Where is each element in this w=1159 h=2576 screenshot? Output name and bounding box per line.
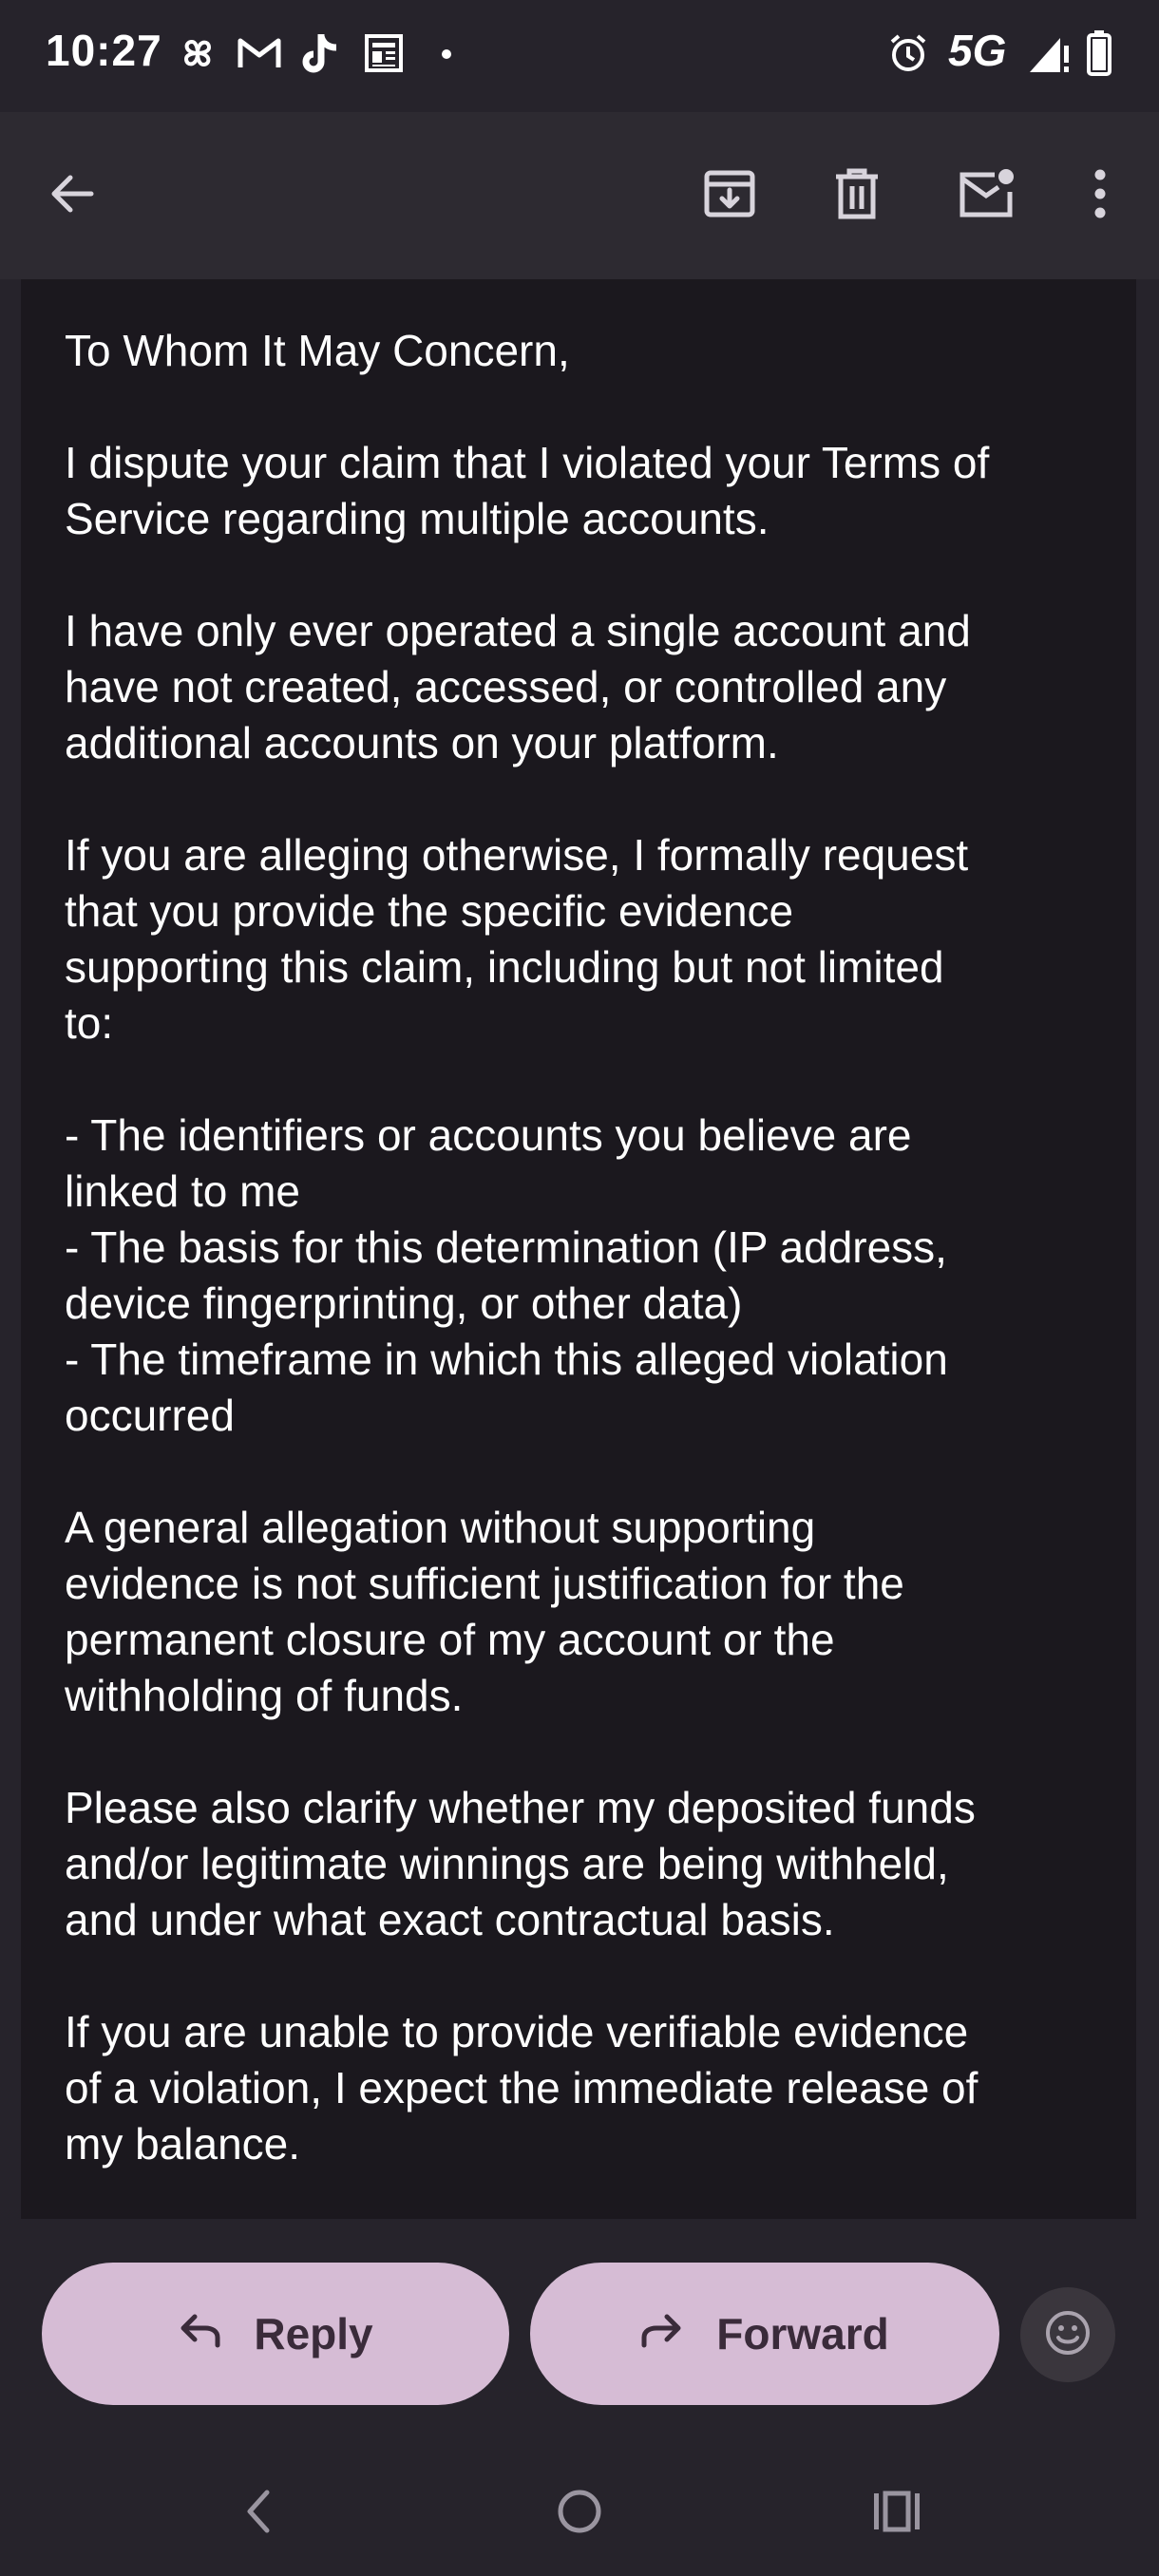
- gmail-icon: [238, 36, 281, 75]
- email-text-line: withholding of funds.: [65, 1671, 464, 1720]
- delete-icon: [832, 167, 882, 225]
- email-text-line: If you are unable to provide verifiable evidence: [65, 2007, 969, 2056]
- pinwheel-icon: [177, 32, 218, 79]
- smiley-icon: [1044, 2309, 1092, 2361]
- email-body: [21, 279, 1136, 2172]
- email-text-line: - The timeframe in which this alleged violation: [65, 1335, 948, 1384]
- mark-unread-button[interactable]: [939, 148, 1034, 243]
- forward-icon: [640, 2313, 684, 2356]
- email-text-line: Please also clarify whether my deposited funds: [65, 1783, 976, 1832]
- email-body-card: [21, 279, 1136, 2219]
- email-paragraph: [65, 603, 1092, 771]
- email-text-line: - The basis for this determination (IP address,: [65, 1222, 947, 1272]
- email-text-line: have not created, accessed, or controlled any: [65, 662, 947, 711]
- email-text-line: To Whom It May Concern,: [65, 326, 570, 375]
- more-options-button[interactable]: [1053, 148, 1148, 243]
- email-text-line: A general allegation without supporting: [65, 1503, 816, 1552]
- battery-icon: [1087, 30, 1112, 81]
- email-paragraph: [65, 1108, 1092, 1444]
- email-text-line: additional accounts on your platform.: [65, 718, 779, 767]
- email-paragraph: [65, 323, 1092, 379]
- email-text-line: that you provide the specific evidence: [65, 886, 794, 936]
- email-text-line: permanent closure of my account or the: [65, 1615, 835, 1664]
- email-paragraph: [65, 1500, 1092, 1724]
- email-text-line: supporting this claim, including but not limited: [65, 942, 944, 992]
- back-arrow-icon: [48, 169, 97, 223]
- nav-back-icon: [244, 2489, 273, 2539]
- reply-label: Reply: [254, 2309, 373, 2358]
- archive-button[interactable]: [682, 148, 777, 243]
- email-paragraph: [65, 1780, 1092, 1948]
- reply-button[interactable]: [42, 2263, 509, 2405]
- mark-unread-icon: [957, 167, 1016, 225]
- status-time: 10:27: [46, 26, 162, 75]
- back-button[interactable]: [25, 148, 120, 243]
- dot-icon: [441, 47, 452, 65]
- email-text-line: my balance.: [65, 2119, 301, 2169]
- nav-home-icon: [556, 2488, 603, 2540]
- nav-recents-button[interactable]: [859, 2475, 935, 2551]
- email-text-line: of a violation, I expect the immediate release of: [65, 2063, 978, 2112]
- email-paragraph: [65, 827, 1092, 1051]
- email-text-line: device fingerprinting, or other data): [65, 1279, 743, 1328]
- network-type: 5G: [948, 26, 1007, 75]
- email-text-line: Service regarding multiple accounts.: [65, 494, 770, 543]
- emoji-reaction-button[interactable]: [1020, 2287, 1115, 2382]
- email-text-line: I have only ever operated a single account and: [65, 606, 971, 655]
- email-text-line: I dispute your claim that I violated your Terms of: [65, 438, 990, 487]
- status-bar: [0, 0, 1159, 112]
- email-text-line: If you are alleging otherwise, I formally request: [65, 830, 969, 880]
- email-text-line: and/or legitimate winnings are being withheld,: [65, 1839, 949, 1888]
- alarm-icon: [887, 32, 929, 79]
- email-text-line: occurred: [65, 1391, 235, 1440]
- nav-recents-icon: [872, 2490, 922, 2538]
- tiktok-icon: [302, 32, 340, 81]
- reply-icon: [178, 2313, 221, 2356]
- email-paragraph: [65, 435, 1092, 547]
- email-paragraph: [65, 2004, 1092, 2172]
- more-vert-icon: [1093, 169, 1107, 223]
- forward-label: Forward: [716, 2309, 889, 2358]
- email-text-line: to:: [65, 998, 114, 1048]
- email-text-line: linked to me: [65, 1166, 301, 1216]
- news-icon: [363, 32, 405, 79]
- system-nav-bar: [0, 2447, 1159, 2576]
- forward-button[interactable]: [530, 2263, 999, 2405]
- email-text-line: - The identifiers or accounts you believe are: [65, 1110, 912, 1160]
- archive-icon: [703, 167, 756, 225]
- nav-back-button[interactable]: [220, 2475, 296, 2551]
- action-bar: [0, 2219, 1159, 2447]
- signal-icon: [1028, 34, 1070, 79]
- email-toolbar: [0, 112, 1159, 279]
- delete-button[interactable]: [809, 148, 904, 243]
- email-text-line: evidence is not sufficient justification for the: [65, 1559, 904, 1608]
- nav-home-button[interactable]: [542, 2475, 618, 2551]
- email-text-line: and under what exact contractual basis.: [65, 1895, 835, 1944]
